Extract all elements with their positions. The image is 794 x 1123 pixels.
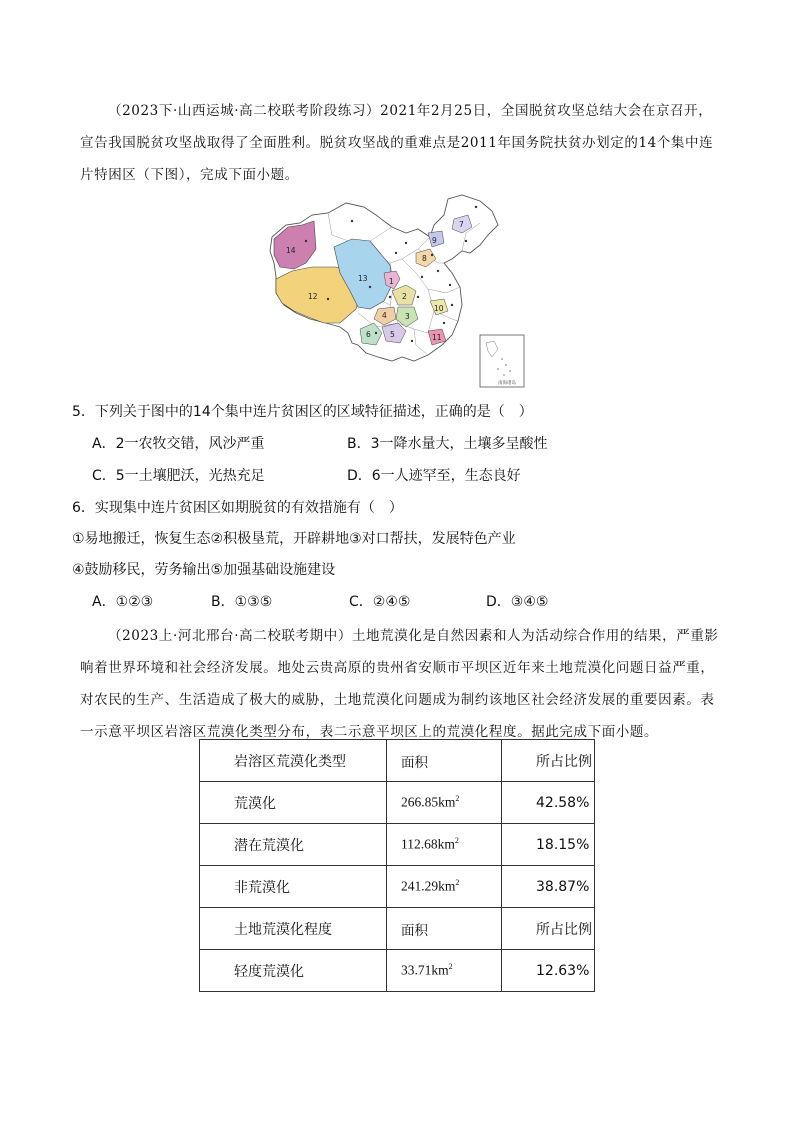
table-row <box>200 866 595 908</box>
table-row <box>200 950 595 992</box>
region-label-2: 2 <box>402 292 407 301</box>
table-cell-c3: 38.87% <box>502 866 595 908</box>
table-cell-c1: 非荒漠化 <box>200 866 387 908</box>
q5-option-d[interactable]: D．6一人迹罕至，生态良好 <box>347 468 521 484</box>
table-cell-c3: 所占比例 <box>502 908 595 950</box>
table-cell-c1: 荒漠化 <box>200 782 387 824</box>
question-5-stem: 5．下列关于图中的14个集中连片贫困区的区域特征描述，正确的是（ ） <box>72 404 533 420</box>
q5-option-a[interactable]: A．2一农牧交错，风沙严重 <box>92 436 265 452</box>
table-cell-c2: $266.85km^2$ <box>387 782 502 824</box>
region-label-6: 6 <box>366 330 371 339</box>
region-label-14: 14 <box>286 246 296 255</box>
intro-passage-2: （2023上·河北邢台·高二校联考期中）土地荒漠化是自然因素和人为活动综合作用的结果，严重影响着世界环境和社会经济发展。地处云贵高原的贵州省安顺市平坝区近年来土地荒漠化问题日益严重，对农民的生产、生活造成了极大的威胁，土地荒漠化问题成为制约该地区社会经济发展的重要因素。表一示意平坝区岩溶区荒漠化类型分布，表二示意平坝区上的荒漠化程度。据此完成下面小题。 <box>80 628 719 740</box>
table-cell-c2: 面积 <box>387 908 502 950</box>
q6-option-a[interactable]: A．①②③ <box>92 594 154 610</box>
table-row <box>200 824 595 866</box>
region-label-9: 9 <box>432 236 437 245</box>
table-cell-c3: 42.58% <box>502 782 595 824</box>
table-row <box>200 740 595 782</box>
q6-statements-line-2: ④鼓励移民，劳务输出⑤加强基础设施建设 <box>72 562 336 578</box>
q5-option-c[interactable]: C．5一土壤肥沃，光热充足 <box>92 468 265 484</box>
region-label-7: 7 <box>459 220 464 229</box>
region-label-12: 12 <box>308 292 318 301</box>
region-label-1: 1 <box>389 277 394 286</box>
table-cell-c2: 面积 <box>387 740 502 782</box>
q6-option-b[interactable]: B．①③⑤ <box>211 594 273 610</box>
q6-option-d[interactable]: D．③④⑤ <box>486 594 549 610</box>
region-label-11: 11 <box>432 333 442 342</box>
region-label-5: 5 <box>390 330 395 339</box>
table-cell-c3: 18.15% <box>502 824 595 866</box>
question-6-stem: 6．实现集中连片贫困区如期脱贫的有效措施有（ ） <box>72 500 403 516</box>
desertification-table <box>199 739 595 992</box>
table-cell-c3: 12.63% <box>502 950 595 992</box>
q5-option-b[interactable]: B．3一降水量大，土壤多呈酸性 <box>347 436 548 452</box>
region-label-13: 13 <box>358 274 368 283</box>
q6-statements-line-1: ①易地搬迁，恢复生态②积极垦荒，开辟耕地③对口帮扶，发展特色产业 <box>72 531 516 547</box>
table-cell-c1: 轻度荒漠化 <box>200 950 387 992</box>
table-row <box>200 782 595 824</box>
table-cell-c3: 所占比例 <box>502 740 595 782</box>
china-poverty-area-map <box>266 193 528 391</box>
table-cell-c2: $33.71km^2$ <box>387 950 502 992</box>
region-label-10: 10 <box>434 304 444 313</box>
region-label-3: 3 <box>405 312 410 321</box>
inset-label: 南海诸岛 <box>498 381 516 386</box>
intro-passage-1: （2023下·山西运城·高二校联考阶段练习）2021年2月25日，全国脱贫攻坚总结大会在京召开，宣告我国脱贫攻坚战取得了全面胜利。脱贫攻坚战的重难点是2011年国务院扶贫办划定的14个集中连片特困区（下图），完成下面小题。 <box>80 103 714 183</box>
table-row <box>200 908 595 950</box>
table-cell-c1: 潜在荒漠化 <box>200 824 387 866</box>
q6-option-c[interactable]: C．②④⑤ <box>349 594 411 610</box>
region-label-8: 8 <box>422 254 427 263</box>
table-cell-c2: $112.68km^2$ <box>387 824 502 866</box>
region-label-4: 4 <box>382 311 387 320</box>
table-cell-c1: 土地荒漠化程度 <box>200 908 387 950</box>
table-cell-c2: $241.29km^2$ <box>387 866 502 908</box>
table-cell-c1: 岩溶区荒漠化类型 <box>200 740 387 782</box>
